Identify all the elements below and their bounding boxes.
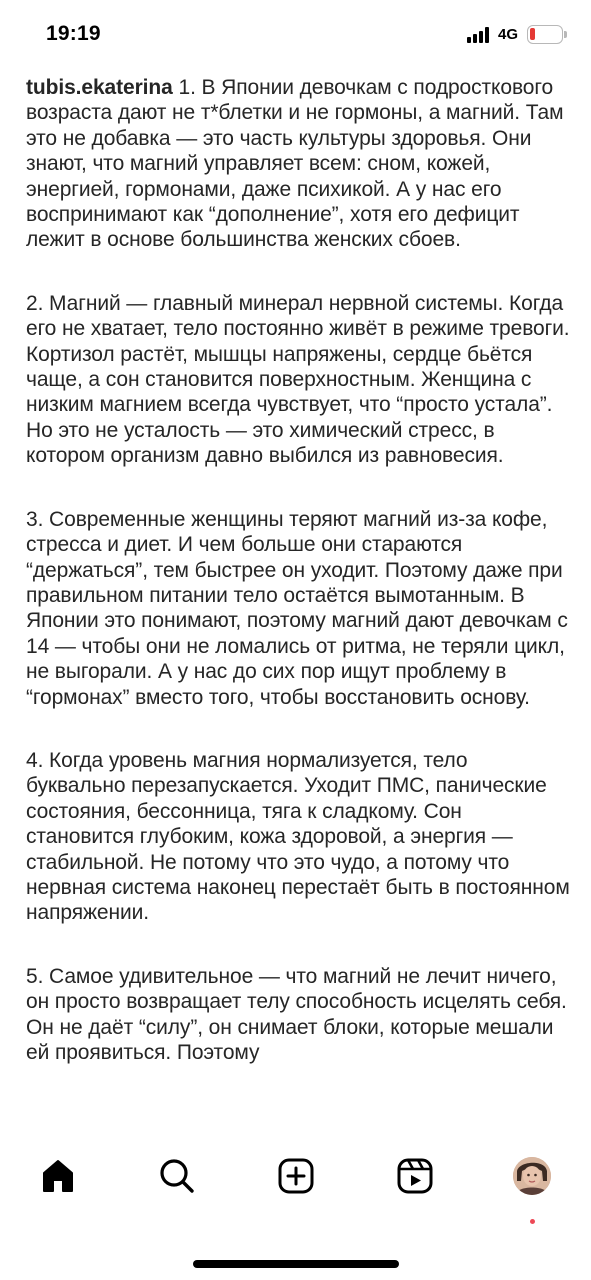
- caption-scroll-area[interactable]: [0, 62, 591, 1126]
- nav-profile-button[interactable]: [502, 1146, 562, 1206]
- post-username[interactable]: tubis.ekaterina: [26, 76, 173, 99]
- caption-paragraph: [26, 75, 571, 253]
- caption-paragraph: 3. Современные женщины теряют магний из-за кофе, стресса и диет. И чем больше они стараются “держаться”, тем быстрее он уходит. Поэтому даже при правильном питании тело остаётся вымотанным. В Японии это понимают, поэтому магний дают девочкам с 14 — чтобы они не ломались от ритма, не теряли цикл, не выгорали. А у нас до сих пор ищут проблему в “гормонах” вместо того, чтобы восстановить основу.: [26, 507, 568, 709]
- battery-cap: [564, 31, 567, 38]
- notification-dot: [530, 1219, 535, 1224]
- nav-reels-button[interactable]: [385, 1146, 445, 1206]
- nav-home-button[interactable]: [28, 1146, 88, 1206]
- caption-paragraph: 2. Магний — главный минерал нервной системы. Когда его не хватает, тело постоянно живёт в режиме тревоги. Кортизол растёт, мышцы напряжены, сердце бьётся чаще, а сон становится поверхностным. Женщина с низким магнием всегда чувствует, что “просто устала”. Но это не усталость — это химический стресс, в котором организм давно выбился из равновесия.: [26, 291, 570, 468]
- network-type: 4G: [498, 26, 519, 43]
- home-indicator[interactable]: [193, 1260, 399, 1268]
- nav-search-button[interactable]: [147, 1146, 207, 1206]
- post-caption: [26, 75, 571, 1103]
- home-icon: [38, 1156, 78, 1196]
- status-time: 19:19: [46, 22, 101, 45]
- reels-icon: [395, 1156, 435, 1196]
- bottom-nav-bar: [0, 1126, 591, 1280]
- caption-text: 1. В Японии девочкам с подросткового возраста дают не т*блетки и не гормоны, а магний. Там это не добавка — это часть культуры здоровья. Они знают, что магний управляет всем: сном, кожей, энергией, гормонами, даже психикой. А у нас его воспринимают как “дополнение”, хотя его дефицит лежит в основе большинства женских сбоев.: [26, 76, 564, 252]
- profile-avatar: [513, 1157, 551, 1195]
- status-bar: [0, 0, 591, 62]
- search-icon: [157, 1156, 197, 1196]
- battery-icon: [527, 25, 563, 44]
- caption-paragraph: 5. Самое удивительное — что магний не лечит ничего, он просто возвращает телу способность исцелять себя. Он не даёт “силу”, он снимает блоки, которые мешали ей проявиться. Поэтому: [26, 964, 567, 1064]
- create-post-icon: [276, 1156, 316, 1196]
- caption-paragraph: 4. Когда уровень магния нормализуется, тело буквально перезапускается. Уходит ПМС, панические состояния, бессонница, тяга к сладкому. Сон становится глубоким, кожа здоровой, а энергия — стабильной. Не потому что это чудо, а потому что нервная система наконец перестаёт быть в постоянном напряжении.: [26, 748, 570, 925]
- cellular-signal-icon: [467, 27, 493, 43]
- battery-level-fill: [530, 28, 535, 40]
- nav-create-button[interactable]: [266, 1146, 326, 1206]
